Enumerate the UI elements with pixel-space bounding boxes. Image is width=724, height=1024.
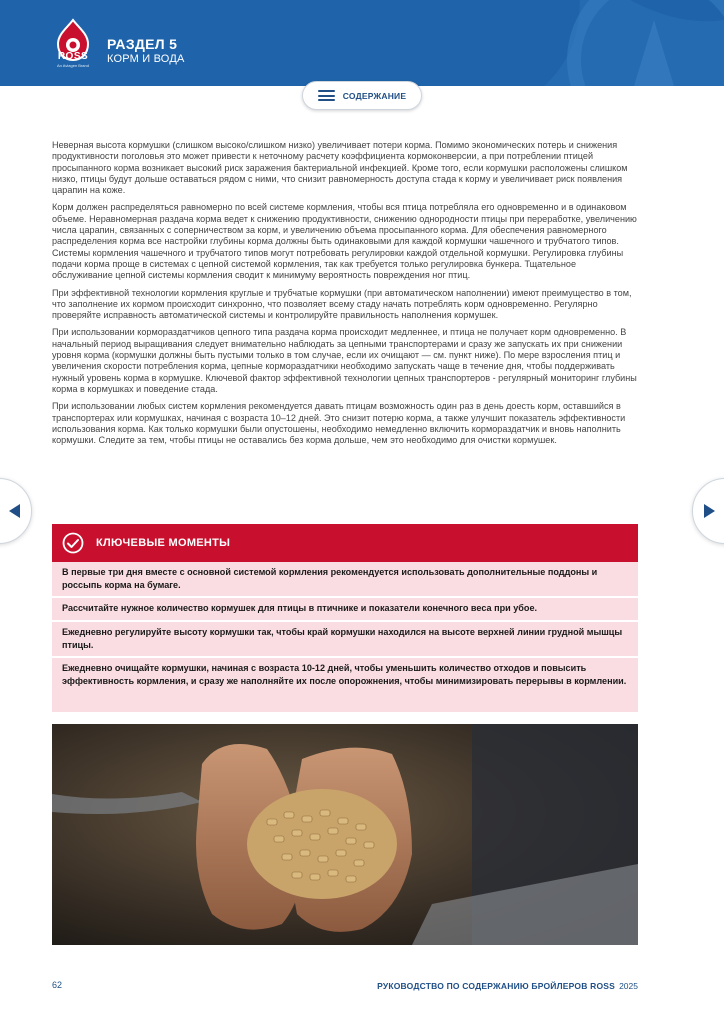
paragraph: При использовании любых систем кормления рекомендуется давать птицам возможность один раз в день доесть корм, оставшийся в транспортерах или кормушках, начиная с возраста 10–12 дней. Это снизит потерю корма, а также улучшит показатель эффективности использования корма. Как только кормушки были опустошены, необходимо немедленно включить кормораздатчик и вновь наполнить кормушки. Следите за тем, чтобы птицы не оставались без корма дольше, чем это необходимо для очистки кормушек. bbox=[52, 401, 626, 446]
key-point-item: В первые три дня вместе с основной системой кормления рекомендуется использовать дополнительные поддоны и россыпь корма на бумаге. bbox=[52, 562, 638, 598]
previous-page-button[interactable] bbox=[0, 478, 32, 544]
paragraph: При эффективной технологии кормления круглые и трубчатые кормушки (при автоматическом наполнении) имеют преимущество в том, что заполнение их кормом происходит синхронно, что позволяет всему стаду начать потреблять корм одновременно. Регулярно проверяйте исправность автоматической системы и контролируйте правильность наполнения кормушек. bbox=[52, 287, 632, 321]
header-decoration bbox=[424, 0, 724, 86]
footer-title: РУКОВОДСТВО ПО СОДЕРЖАНИЮ БРОЙЛЕРОВ ROSS bbox=[377, 981, 615, 991]
key-point-item: Рассчитайте нужное количество кормушек для птицы в птичнике и показатели конечного веса при убое. bbox=[52, 598, 638, 622]
key-point-item: Ежедневно очищайте кормушки, начиная с возраста 10-12 дней, чтобы уменьшить количество отходов и повысить эффективность кормления, и сразу же наполняйте их после опорожнения, чтобы минимизировать перерывы в кормлении. bbox=[52, 658, 638, 714]
key-points-title: КЛЮЧЕВЫЕ МОМЕНТЫ bbox=[96, 537, 231, 549]
paragraph: Корм должен распределяться равномерно по всей системе кормления, чтобы вся птица потребляла его одновременно и в одинаковом объеме. Неравномерная раздача корма ведет к снижению продуктивности, снижению однородности птицы при переработке, увеличению числа царапин, связанных с соперничеством за корм, и увеличению объема просыпанного корма. Для обеспечения равномерного распределения корма все настройки глубины корма должны быть одинаковыми для каждой кормушки чашечного и трубчатого типов. Системы кормления чашечного и трубчатого типов могут потребовать регулировки каждой отдельной кормушки. Регулировка глубины подачи корма проще в системах с цепной системой кормления, так как требуется только регулировка бункера. Тщательное обслуживание цепной системы кормления сводит к минимуму вероятность повреждения ног птиц. bbox=[52, 202, 637, 281]
logo-text: ROSS bbox=[57, 51, 89, 62]
section-number: РАЗДЕЛ 5 bbox=[107, 36, 178, 52]
contents-button-label: СОДЕРЖАНИЕ bbox=[342, 90, 407, 101]
footer-year: 2025 bbox=[619, 981, 638, 991]
page-number: 62 bbox=[52, 980, 63, 990]
key-points-box bbox=[52, 524, 638, 714]
section-name: КОРМ И ВОДА bbox=[107, 53, 185, 65]
menu-icon bbox=[318, 90, 335, 101]
paragraph: Неверная высота кормушки (слишком высоко/слишком низко) увеличивает потери корма. Помимо экономических потерь и снижения продуктивности поголовья это может привести к неточному расчету коэффициента кормоконверсии, а при потреблении птицей просыпанного корма возникает высокий риск заражения бактериальной инфекцией. Кроме того, если кормушки расположены слишком низко, птицы будут дольше оставаться рядом с ними, что снизит равномерность доступа стада к корму и увеличивает риск появления царапин на коже. bbox=[52, 140, 628, 196]
paragraph: При использовании кормораздатчиков цепного типа раздача корма происходит медленнее, и птица не получает корм одновременно. В начальный период выращивания следует внимательно наблюдать за цепными транспортерами и сразу же запускать их при снижении уровня корма (кормушки должны быть пустыми только в том случае, если их очищают — см. пункт ниже). По мере взросления птиц и увеличения скорости потребления корма, цепные кормораздатчики необходимо запускать чаще в течение дня, чтобы поддерживать нужный уровень корма в кормушке. Ключевой фактор эффективной технологии цепных транспортеров - регулярный мониторинг глубины корма в кормушках и поведение стада. bbox=[52, 327, 637, 394]
key-points-header bbox=[52, 524, 638, 562]
checkmark-circle-icon bbox=[62, 532, 84, 554]
arrow-right-icon bbox=[703, 504, 715, 518]
body-text bbox=[52, 140, 638, 452]
logo-subtext: An Aviagen Brand bbox=[57, 63, 89, 68]
page-header bbox=[0, 0, 724, 86]
arrow-left-icon bbox=[9, 504, 21, 518]
next-page-button[interactable] bbox=[692, 478, 724, 544]
feed-pellets-photo bbox=[52, 724, 638, 945]
key-point-item: Ежедневно регулируйте высоту кормушки так, чтобы край кормушки находился на высоте верхней линии грудной мышцы птицы. bbox=[52, 622, 638, 658]
contents-button[interactable] bbox=[302, 81, 422, 110]
